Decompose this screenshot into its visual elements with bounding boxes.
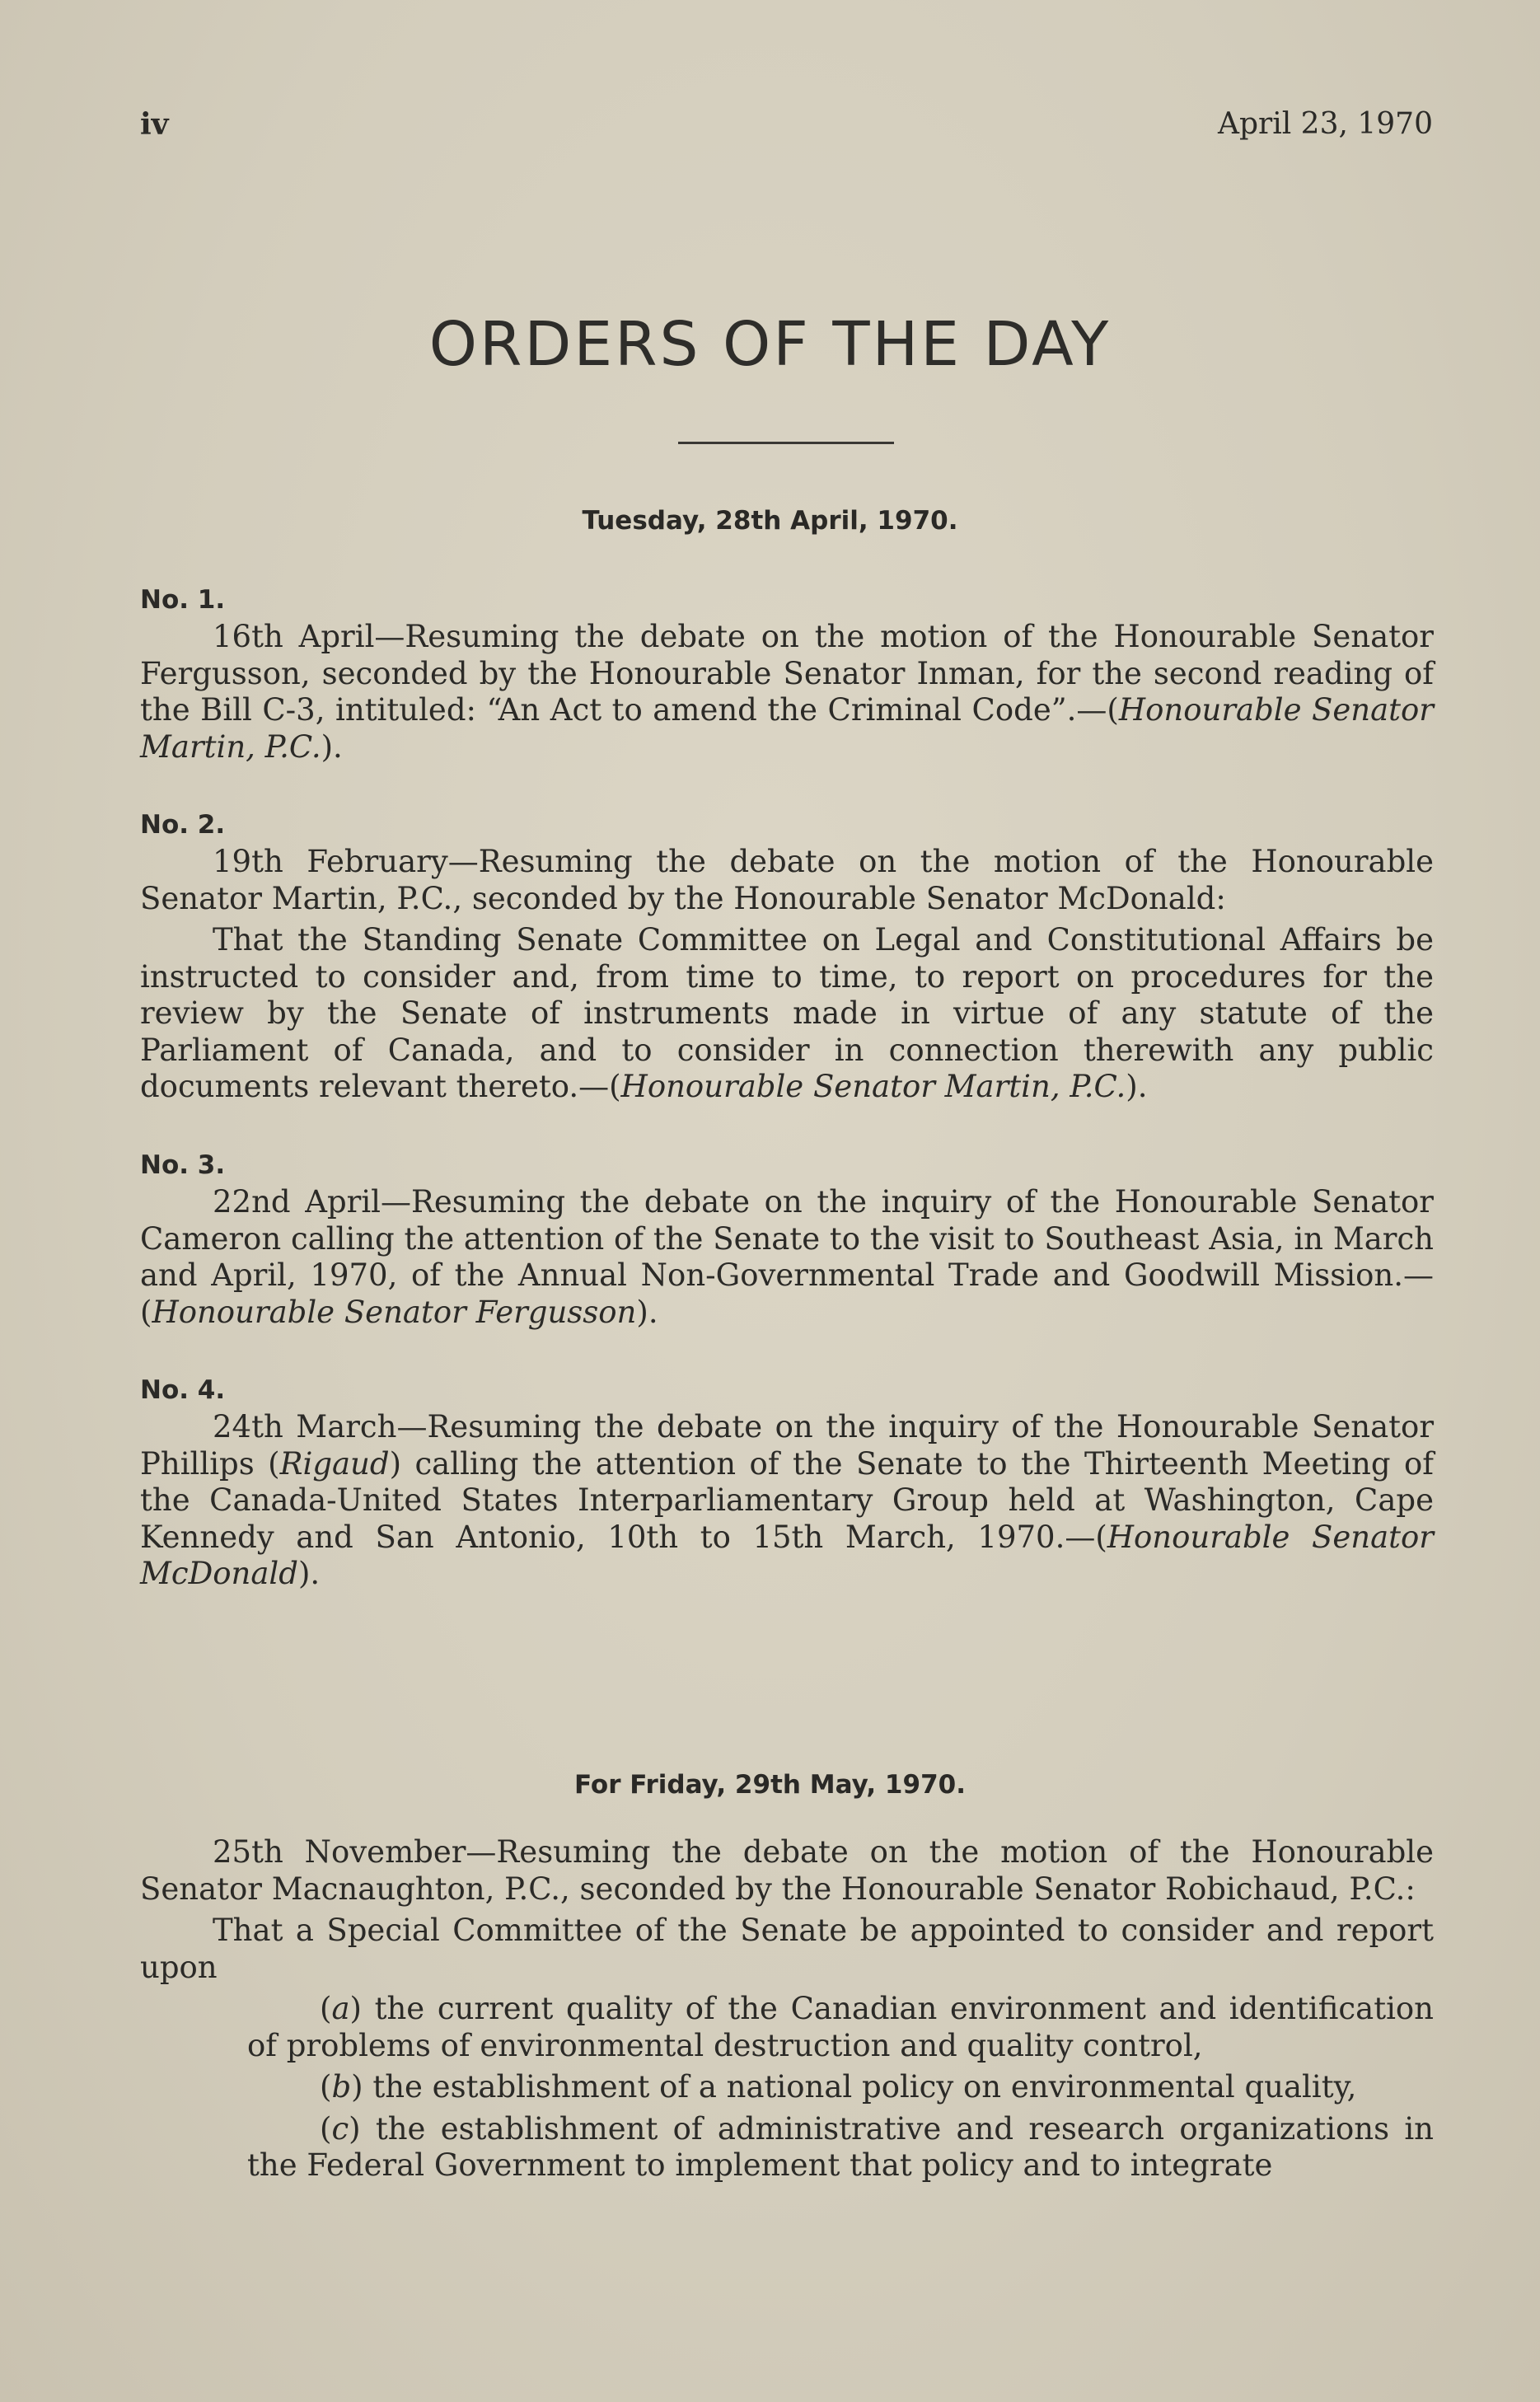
item-attribution: Honourable Senator Fergusson bbox=[152, 1294, 637, 1330]
header-date: April 23, 1970 bbox=[1217, 107, 1433, 141]
title-rule bbox=[678, 442, 894, 444]
item-attribution: Honourable Senator Martin, P.C. bbox=[620, 1069, 1126, 1104]
item-text: 16th April—Resuming the debate on the motion of the Honourable Senator Fergusson, seconded by the Honourable Senator Inman, for the second reading of the Bill C-3, intituled: “An Act to amend the Criminal Code”.—(Honourable Senator Martin, P.C.). bbox=[140, 619, 1434, 765]
item-text: 24th March—Resuming the debate on the inquiry of the Honourable Senator Phillips (Rigaud) calling the attention of the Senate to the Thirteenth Meeting of the Canada-United States Interparliamentary Group held at Washington, Cape Kennedy and San Antonio, 10th to 15th March, 1970.—(Honourable Senator McDonald). bbox=[140, 1409, 1434, 1591]
item-motion-text: That the Standing Senate Committee on Legal and Constitutional Affairs be instructed to consider and, from time to time, to report on procedures for the review by the Senate of instruments made in virtue of any statute of the Parliament of Canada, and to consider in connection therewith any public documents relevant thereto.—(Honourable Senator Martin, P.C.). bbox=[140, 922, 1434, 1104]
order-item-friday bbox=[140, 1834, 1434, 2184]
item-number: No. 4. bbox=[140, 1375, 226, 1405]
order-item-4 bbox=[140, 1371, 1434, 1593]
item-attribution: Honourable Senator Martin, P.C. bbox=[140, 692, 1434, 765]
item-text: 25th November—Resuming the debate on the motion of the Honourable Senator Macnaughton, P.C., seconded by the Honourable Senator Robichaud, P.C.: bbox=[140, 1834, 1434, 1907]
item-number: No. 1. bbox=[140, 585, 226, 615]
item-text: 22nd April—Resuming the debate on the inquiry of the Honourable Senator Cameron calling the attention of the Senate to the visit to Southeast Asia, in March and April, 1970, of the Annual Non-Governmental Trade and Goodwill Mission.—(Honourable Senator Fergusson). bbox=[140, 1184, 1434, 1330]
page-title: ORDERS OF THE DAY bbox=[428, 309, 1112, 380]
item-motion-text: That a Special Committee of the Senate be appointed to consider and report upon bbox=[140, 1913, 1434, 1985]
page-folio: iv bbox=[140, 107, 169, 142]
order-item-3 bbox=[140, 1146, 1434, 1331]
riding-name: Rigaud bbox=[279, 1445, 390, 1482]
order-item-1 bbox=[140, 581, 1434, 766]
order-item-2 bbox=[140, 806, 1434, 1106]
item-attribution: Honourable Senator McDonald bbox=[140, 1519, 1434, 1591]
subitem-b: (b) the establishment of a national policy on environmental quality, bbox=[320, 2069, 1357, 2105]
subitem-a: (a) the current quality of the Canadian environment and identification of problems of environmental destruction and quality control, bbox=[247, 1991, 1435, 2063]
subitem-c: (c) the establishment of administrative and research organizations in the Federal Government to implement that policy and to integrate bbox=[247, 2110, 1434, 2183]
running-head bbox=[140, 107, 1433, 148]
item-number: No. 3. bbox=[140, 1150, 226, 1180]
item-number: No. 2. bbox=[140, 810, 226, 840]
section-heading-friday: For Friday, 29th May, 1970. bbox=[574, 1770, 966, 1800]
section-heading-tuesday: Tuesday, 28th April, 1970. bbox=[582, 506, 958, 536]
item-text: 19th February—Resuming the debate on the motion of the Honourable Senator Martin, P.C., seconded by the Honourable Senator McDonald: bbox=[140, 844, 1434, 916]
